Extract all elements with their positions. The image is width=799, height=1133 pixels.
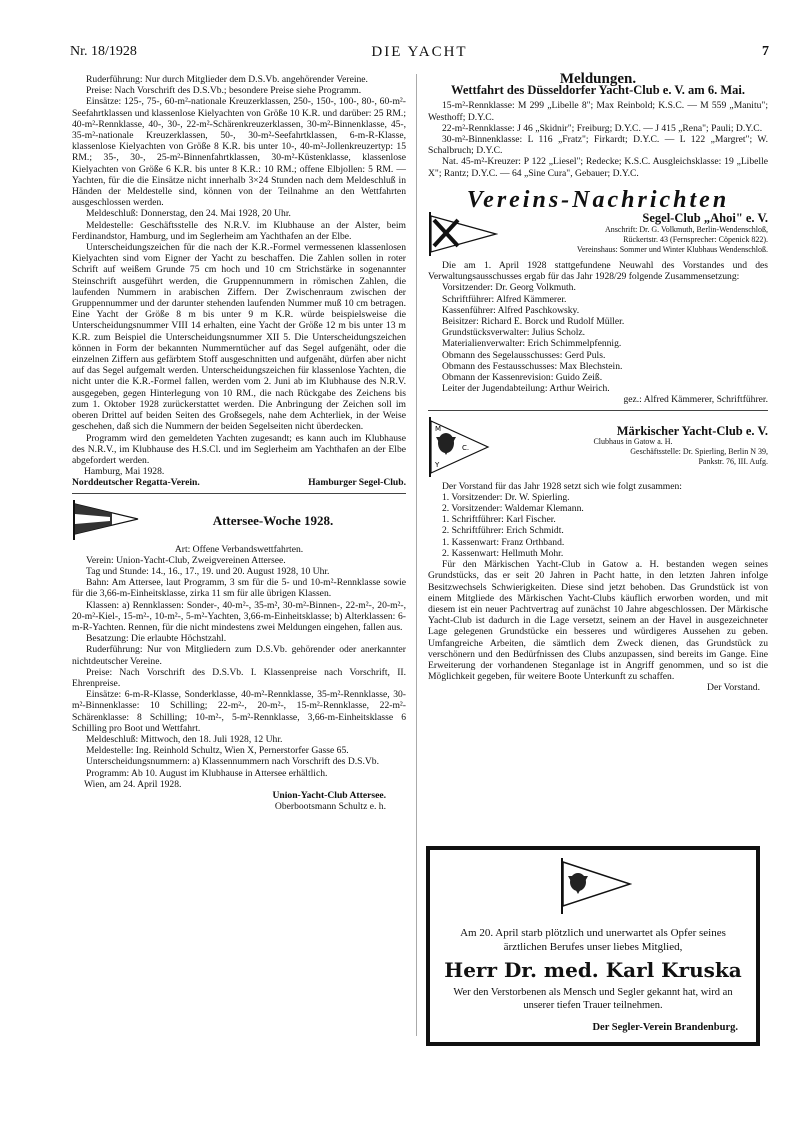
- section-title: Vereins-Nachrichten: [466, 186, 730, 213]
- club-pennant-icon: [560, 858, 632, 914]
- paragraph: Klassen: a) Rennklassen: Sonder-, 40-m²-, 35-m², 30-m²-Binnen-, 22-m²-, 20-m²-, 20-m²-Kiel-, 15-m²-, 10-m²-, 5-m²-Yachten, 3,66-m-Einheitsklasse; b) Alterklassen: 6-m-R-Yachten. Rennen, für die nicht mindestens zwei Meldungen eingehen, fallen aus.: [72, 599, 406, 633]
- list-item: Obmann der Kassenrevision: Guido Zeiß.: [442, 372, 603, 384]
- list-item: Materialienverwalter: Erich Schimmelpfennig.: [442, 338, 622, 350]
- paragraph: Programm: Ab 10. August im Klubhause in Attersee erhältlich.: [86, 767, 328, 779]
- paragraph: Verein: Union-Yacht-Club, Zweigvereinen Attersee.: [86, 554, 286, 566]
- club-address: Rückertstr. 43 (Fernsprecher: Cöpenick 822).: [623, 234, 768, 244]
- paragraph: Unterscheidungsnummern: a) Klassennummern nach Vorschrift des D.S.Vb.: [86, 756, 379, 768]
- myc-header: [428, 417, 768, 477]
- list-item: Leiter der Jugendabteilung: Arthur Weirich.: [442, 383, 610, 395]
- list-item: Vorsitzender: Dr. Georg Volkmuth.: [442, 282, 576, 294]
- paragraph: Tag und Stunde: 14., 16., 17., 19. und 20. August 1928, 10 Uhr.: [86, 565, 330, 577]
- signature-row: [72, 477, 406, 488]
- signature: Hamburger Segel-Club.: [308, 477, 406, 489]
- obituary-text: Wer den Verstorbenen als Mensch und Segler gekannt hat, wird an unserer tiefen Trauer teilnehmen.: [453, 987, 733, 1011]
- paragraph: Ruderführung: Nur von Mitgliedern zum D.S.Vb. gehörender oder anerkannter nichtdeutscher Vereine.: [72, 644, 406, 667]
- club-pennant-icon: [428, 417, 490, 477]
- paragraph: 30-m²-Binnenklasse: L 116 „Fratz"; Firkardt; D.Y.C. — L 122 „Margret"; W. Schalbruch; D.Y.C.: [428, 134, 768, 157]
- signature: Der Vorstand.: [707, 682, 760, 694]
- board-list: [428, 282, 768, 394]
- list-item: 1. Kassenwart: Franz Orthband.: [442, 536, 565, 548]
- club-address: Geschäftsstelle: Dr. Spierling, Berlin N 39,: [630, 447, 768, 457]
- club-address: Pankstr. 76, III. Aufg.: [698, 457, 768, 467]
- list-item: 2. Kassenwart: Hellmuth Mohr.: [442, 547, 564, 559]
- club-pennant-icon: [72, 500, 140, 540]
- section-title: Attersee-Woche 1928.: [212, 512, 334, 528]
- paragraph: 22-m²-Rennklasse: J 46 „Skidnir"; Freiburg; D.Y.C. — J 415 „Rena"; Pauli; D.Y.C.: [442, 122, 763, 134]
- svg-text:M: M: [435, 424, 442, 433]
- paragraph: Besatzung: Die erlaubte Höchstzahl.: [86, 633, 227, 645]
- list-item: Beisitzer: Richard E. Borck und Rudolf Müller.: [442, 316, 625, 328]
- paragraph: Ruderführung: Nur durch Mitglieder dem D.S.Vb. angehörender Vereine.: [86, 74, 368, 85]
- paragraph: Unterscheidungszeichen für die nach der K.R.-Formel vermessenen klassenlosen Kielyachten sind vom Eigner der Yacht zu beschaffen. Die Zahlen sollen in roter Schrift auf weißem Grunde 75 cm hoch und 10 cm Strichstärke in sogenannter Steinschrift ausgeführt werden, die Gruppennummern in römischen Zahlen, die laufenden Nummern in arabischen Ziffern. Der Zwischenraum zwischen der Gruppennummer und der darunter stehenden laufenden Nummer muß 10 cm betragen. Eine Yacht der Größe 8 m bis unter 9 m K.R. würde beispielsweise die Unterscheidungsnummer VIII 14 erhalten, eine Yacht der Größe 12 m bis unter 13 m K.R. zum Beispiel die Unterscheidungsnummer XII 5. Die Unterscheidungszeichen können in Form der bekannten Nummerntücher auf das Segel aufgenäht, oder die einzelnen Ziffern aus gefärbtem Stoff ausgeschnitten und aufgenäht, dürfen aber nicht auf das Segel aufgemalt werden. Unterscheidungszeichen für klassenlose Yachten, die nicht unter die K.R.-Formel fallen, werden vom 2. Juni ab im Klubhause des N.R.V. ausgegeben, gegen Hinterlegung von 10 RM., die nach Rückgabe des Zeichens bis zum 1. Oktober 1928 zurückerstattet werden. Die Anbringung der Zeichen soll im oberen Drittel auf beiden Seiten des Großsegels, nahe dem Achterliek, in der Weise geschehen, daß sich die Nummern der beiden Segelseiten nicht überdecken.: [72, 242, 406, 433]
- paragraph: Nat. 45-m²-Kreuzer: P 122 „Liesel"; Redecke; K.S.C. Ausgleichsklasse: 19 „Libelle X"; Rantz; D.Y.C. — 64 „Sine Cura", Gebauer; D.Y.C.: [428, 156, 768, 179]
- board-list: [428, 492, 768, 559]
- left-column: [72, 74, 406, 812]
- list-item: 1. Schriftführer: Karl Fischer.: [442, 514, 556, 526]
- paragraph: Der Vorstand für das Jahr 1928 setzt sich wie folgt zusammen:: [442, 480, 682, 492]
- club-address: Vereinshaus: Sommer und Winter Klubhaus Wendenschloß.: [576, 244, 768, 254]
- paragraph: Einsätze: 125-, 75-, 60-m²-nationale Kreuzerklassen, 250-, 150-, 100-, 80-, 60-m²-Seefahrtklassen und klassenlose Kielyachten von Größe 10 K.R. und darüber: 25 RM.; 40-m²-Rennklasse, 40-, 30-, 22-m²-Schärenkreuzerklassen, 30-m²-Binnenklasse, 45-, 35-m²-nationale Kreuzerklassen, 50-, 30-m²-Seefahrtklassen, 6-m-R-Klasse, klassenlose Kielyachten von Größe 8 K.R. bis unter 10-, 40-m²-Jollenkreuzertyp: 15 RM.; 35-, 30-, 25-m²-Binnenfahrtklassen, 30-m²-Küstenklasse, klassenlose Kielyachten von Größe 6 K.R. bis unter 8 K.R.: 10 RM.; offene Elbjollen: 5 RM. — Yachten, für die die Einsätze nicht innerhalb 3×24 Stunden nach dem Meldeschluß in Händen der Meldestelle sind, können von der Teilnahme an den Wettfahrten ausgeschlossen werden.: [72, 96, 406, 209]
- paragraph: Art: Offene Verbandswettfahrten.: [174, 543, 304, 555]
- deceased-name: Herr Dr. med. Karl Kruska: [444, 958, 742, 982]
- signature: gez.: Alfred Kämmerer, Schriftführer.: [623, 394, 768, 406]
- paragraph: Für den Märkischen Yacht-Club in Gatow a. H. bestanden wegen seines Grundstücks, das er seit 20 Jahren in Pacht hatte, in den letzten Jahren infolge Besitzwechsels Schwierigkeiten. Diese sind jetzt behoben. Das Grundstück ist von einem Mitgliede des Märkischen Yacht-Clubs käuflich erworben worden, und mit diesem ist ein neuer Pachtvertrag auf zunächst 10 Jahre abgeschlossen. Der Märkische Yacht-Club ist dadurch in die Lage versetzt, seinem an der Havel in ausgezeichneter Lage gelegenen Grundstücke ein besseres und würdigeres Aussehen zu geben. Umfangreiche Arbeiten, die sämtlich dem Zweck dienen, das Grundstück zu verschönern und den Bedürfnissen des Clubs anzupassen, sind bereits im Gange. Eine Erweiterung der vorhandenen Steganlage ist in Angriff genommen, und so ist die Möglichkeit gegeben, für weitere Boote Unterkunft zu schaffen.: [428, 559, 768, 683]
- list-item: Kassenführer: Alfred Paschkowsky.: [442, 304, 580, 316]
- attersee-header: [72, 500, 406, 540]
- svg-text:Y: Y: [435, 460, 440, 469]
- signature: Union-Yacht-Club Attersee.: [272, 789, 386, 801]
- club-address: Anschrift: Dr. G. Volkmuth, Berlin-Wendenschloß,: [604, 224, 768, 234]
- paragraph: Meldestelle: Geschäftsstelle des N.R.V. im Klubhause an der Alster, beim Ferdinandstor, Hamburg, und im Seglerheim am Yachthafen an der Elbe.: [72, 219, 406, 242]
- divider: [428, 410, 768, 411]
- list-item: 1. Vorsitzender: Dr. W. Spierling.: [442, 491, 570, 503]
- club-name: Segel-Club „Ahoi" e. V.: [642, 211, 768, 226]
- paragraph: Meldeschluß: Mittwoch, den 18. Juli 1928, 12 Uhr.: [86, 733, 283, 745]
- journal-title: DIE YACHT: [371, 44, 468, 60]
- paragraph: Bahn: Am Attersee, laut Programm, 3 sm für die 5- und 10-m²-Rennklasse sowie für die 3,66-m-Einheitsklasse, zirka 11 sm für alle übrigen Klassen.: [72, 577, 406, 600]
- signature: Norddeutscher Regatta-Verein.: [72, 477, 200, 489]
- signature: Der Segler-Verein Brandenburg.: [592, 1022, 738, 1033]
- page-header: [70, 44, 769, 64]
- club-pennant-icon: [428, 212, 498, 256]
- list-item: Obmann des Segelausschusses: Gerd Puls.: [442, 349, 606, 361]
- place-date: Hamburg, Mai 1928.: [84, 466, 165, 478]
- list-item: Grundstücksverwalter: Julius Scholz.: [442, 327, 586, 339]
- list-item: Obmann des Festausschusses: Max Blechstein.: [442, 360, 623, 372]
- ahoi-header: [428, 212, 768, 256]
- club-name: Märkischer Yacht-Club e. V.: [616, 424, 768, 439]
- paragraph: Einsätze: 6-m-R-Klasse, Sonderklasse, 40-m²-Rennklasse, 35-m²-Rennklasse, 30-m²-Binnenklasse: 10 Schilling; 22-m²-, 20-m²-, 15-m²-Rennklasse, 22-m²-Schärenklasse: 8 Schilling; 10-m²-, 5-m²-Rennklasse, 3,66-m-Einheitsklasse 6 Schilling pro Boot und Wettfahrt.: [72, 689, 406, 734]
- right-column: [428, 71, 768, 694]
- obituary-box: [426, 846, 760, 1046]
- obituary-text: Am 20. April starb plötzlich und unerwartet als Opfer seines ärztlichen Berufes unser liebes Mitglied,: [460, 927, 726, 953]
- divider: [72, 493, 406, 494]
- list-item: 2. Vorsitzender: Waldemar Klemann.: [442, 503, 584, 515]
- section-subtitle: Wettfahrt des Düsseldorfer Yacht-Club e. V. am 6. Mai.: [451, 83, 745, 98]
- list-item: 2. Schriftführer: Erich Schmidt.: [442, 525, 564, 537]
- paragraph: Die am 1. April 1928 stattgefundene Neuwahl des Vorstandes und des Verwaltungsausschusses ergab für das Jahr 1928/29 folgende Zusammensetzung:: [428, 260, 768, 283]
- paragraph: Preise: Nach Vorschrift des D.S.Vb. I. Klassenpreise nach Vorschrift, II. Ehrenpreise.: [72, 666, 406, 689]
- paragraph: Meldeschluß: Donnerstag, den 24. Mai 1928, 20 Uhr.: [86, 208, 291, 220]
- page-number: 7: [762, 44, 769, 59]
- column-divider: [416, 74, 417, 1036]
- section-title: Meldungen.: [559, 71, 637, 87]
- list-item: Schriftführer: Alfred Kämmerer.: [442, 293, 567, 305]
- club-address: Clubhaus in Gatow a. H.: [593, 437, 673, 447]
- place-date: Wien, am 24. April 1928.: [84, 778, 182, 790]
- paragraph: 15-m²-Rennklasse: M 299 „Libelle 8"; Max Reinbold; K.S.C. — M 559 „Manitu"; Westhoff; D.Y.C.: [428, 100, 768, 123]
- paragraph: Meldestelle: Ing. Reinhold Schultz, Wien X, Pernerstorfer Gasse 65.: [86, 745, 349, 757]
- svg-text:C.: C.: [462, 443, 470, 452]
- paragraph: Preise: Nach Vorschrift des D.S.Vb.; besondere Preise siehe Programm.: [86, 85, 362, 97]
- signature: Oberbootsmann Schultz e. h.: [274, 801, 386, 813]
- issue-number: Nr. 18/1928: [70, 44, 137, 59]
- paragraph: Programm wird den gemeldeten Yachten zugesandt; es kann auch im Klubhause des N.R.V., im Klubhause des H.S.Cl. und im Seglerheim am Yachthafen an der Elbe abgefordert werden.: [72, 432, 406, 466]
